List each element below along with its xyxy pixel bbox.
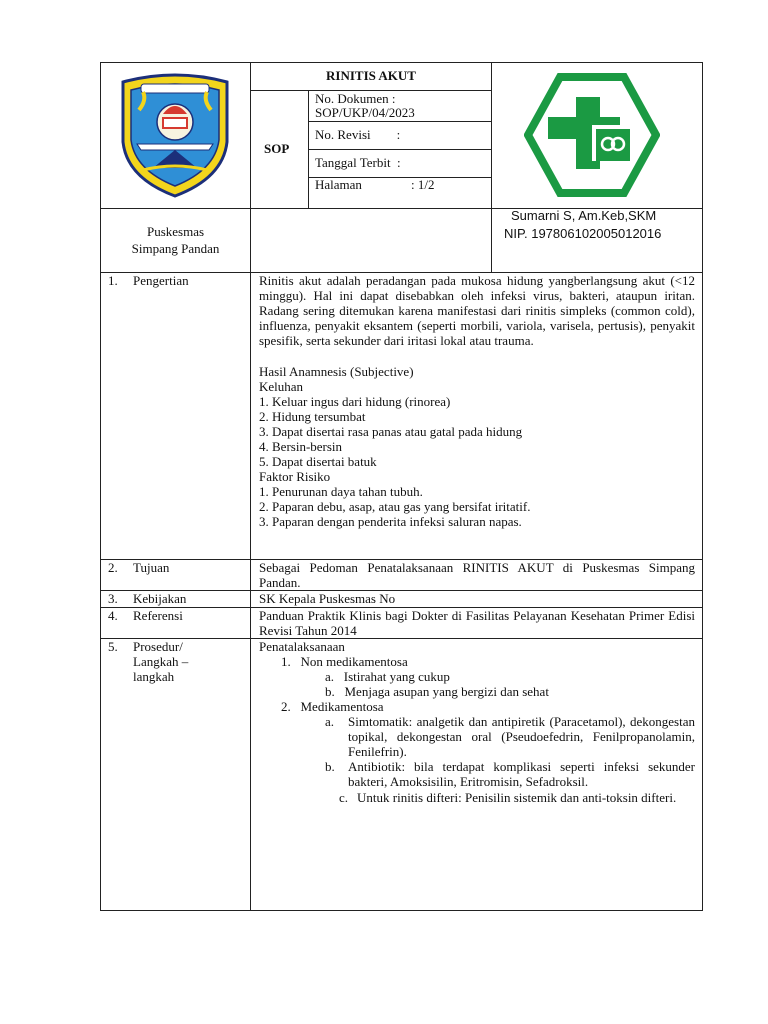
row-pengertian-num: 1. <box>108 273 118 288</box>
prosedur-item-2: 2. Medikamentosa <box>281 699 384 714</box>
prosedur-item-2b-mark: b. <box>325 759 335 774</box>
prosedur-item-2c-mark: c. <box>339 790 349 805</box>
institution-name <box>101 224 250 256</box>
halaman-value: : 1/2 <box>411 177 435 192</box>
prosedur-item-1b: b. Menjaga asupan yang bergizi dan sehat <box>325 684 549 699</box>
signatory-nip: NIP. 197806102005012016 <box>504 226 662 241</box>
row-pengertian-label: Pengertian <box>133 273 189 288</box>
regional-shield-emblem-icon <box>113 70 237 200</box>
prosedur-item-2b: Antibiotik: bila terdapat komplikasi seperti infeksi sekunder bakteri, Amoksisilin, Eritromisin, Sefadroksil. <box>348 759 695 789</box>
revisi-label: No. Revisi : <box>315 127 401 142</box>
institution-line-2: Simpang Pandan <box>131 241 220 256</box>
row-referensi-label: Referensi <box>133 608 183 623</box>
prosedur-item-2a-mark: a. <box>325 714 335 729</box>
signatory-name: Sumarni S, Am.Keb,SKM <box>511 208 657 223</box>
row-prosedur-label-2: Langkah – <box>133 654 189 669</box>
kebijakan-text: SK Kepala Puskesmas No <box>259 591 396 606</box>
dokumen-value: SOP/UKP/04/2023 <box>315 105 415 120</box>
faktor-item: 1. Penurunan daya tahan tubuh. <box>259 484 423 499</box>
document-title: RINITIS AKUT <box>326 68 416 83</box>
prosedur-item-1: 1. Non medikamentosa <box>281 654 408 669</box>
dokumen-label: No. Dokumen : <box>315 91 396 106</box>
faktor-heading: Faktor Risiko <box>259 469 331 484</box>
row-tujuan-num: 2. <box>108 560 118 575</box>
anamnesis-heading: Hasil Anamnesis (Subjective) <box>259 364 414 379</box>
faktor-item: 3. Paparan dengan penderita infeksi saluran napas. <box>259 514 522 529</box>
halaman-label: Halaman <box>315 177 362 192</box>
prosedur-item-1a: a. Istirahat yang cukup <box>325 669 450 684</box>
prosedur-item-2c: Untuk rinitis difteri: Penisilin sistemik dan anti-toksin difteri. <box>357 790 677 805</box>
keluhan-heading: Keluhan <box>259 379 304 394</box>
row-tujuan-label: Tujuan <box>133 560 170 575</box>
institution-line-1: Puskesmas <box>146 224 205 239</box>
row-kebijakan-label: Kebijakan <box>133 591 187 606</box>
row-kebijakan-num: 3. <box>108 591 118 606</box>
row-prosedur-label-3: langkah <box>133 669 175 684</box>
prosedur-item-2a: Simtomatik: analgetik dan antipiretik (Paracetamol), dekongestan topikal, dekongestan oral (Pseudoefedrin, Fenilpropanolamin, Fenilefrin). <box>348 714 695 759</box>
keluhan-item: 5. Dapat disertai batuk <box>259 454 377 469</box>
keluhan-item: 4. Bersin-bersin <box>259 439 343 454</box>
sop-label: SOP <box>264 141 290 156</box>
row-referensi-num: 4. <box>108 608 118 623</box>
keluhan-item: 3. Dapat disertai rasa panas atau gatal pada hidung <box>259 424 523 439</box>
row-prosedur-num: 5. <box>108 639 118 654</box>
keluhan-item: 2. Hidung tersumbat <box>259 409 366 424</box>
tujuan-text: Sebagai Pedoman Penatalaksanaan RINITIS AKUT di Puskesmas Simpang Pandan. <box>259 560 695 590</box>
prosedur-title: Penatalaksanaan <box>259 639 345 654</box>
row-prosedur-label-1: Prosedur/ <box>133 639 183 654</box>
terbit-label: Tanggal Terbit : <box>315 155 401 170</box>
faktor-item: 2. Paparan debu, asap, atau gas yang bersifat iritatif. <box>259 499 531 514</box>
keluhan-item: 1. Keluar ingus dari hidung (rinorea) <box>259 394 451 409</box>
referensi-text: Panduan Praktik Klinis bagi Dokter di Fasilitas Pelayanan Kesehatan Primer Edisi Revisi Tahun 2014 <box>259 608 695 638</box>
pengertian-paragraph: Rinitis akut adalah peradangan pada mukosa hidung yangberlangsung akut (<12 minggu). Hal ini dapat disebabkan oleh infeksi virus, bakteri, ataupun iritan. Radang sering ditemukan karena manifestasi dari rinitis simpleks (common cold), influenza, penyakit eksantem (seperti morbili, variola, varisela, pertusis), penyakit spesifik, serta sekunder dari iritasi lokal atau trauma. <box>259 273 695 348</box>
puskesmas-cross-logo-icon <box>524 73 660 197</box>
